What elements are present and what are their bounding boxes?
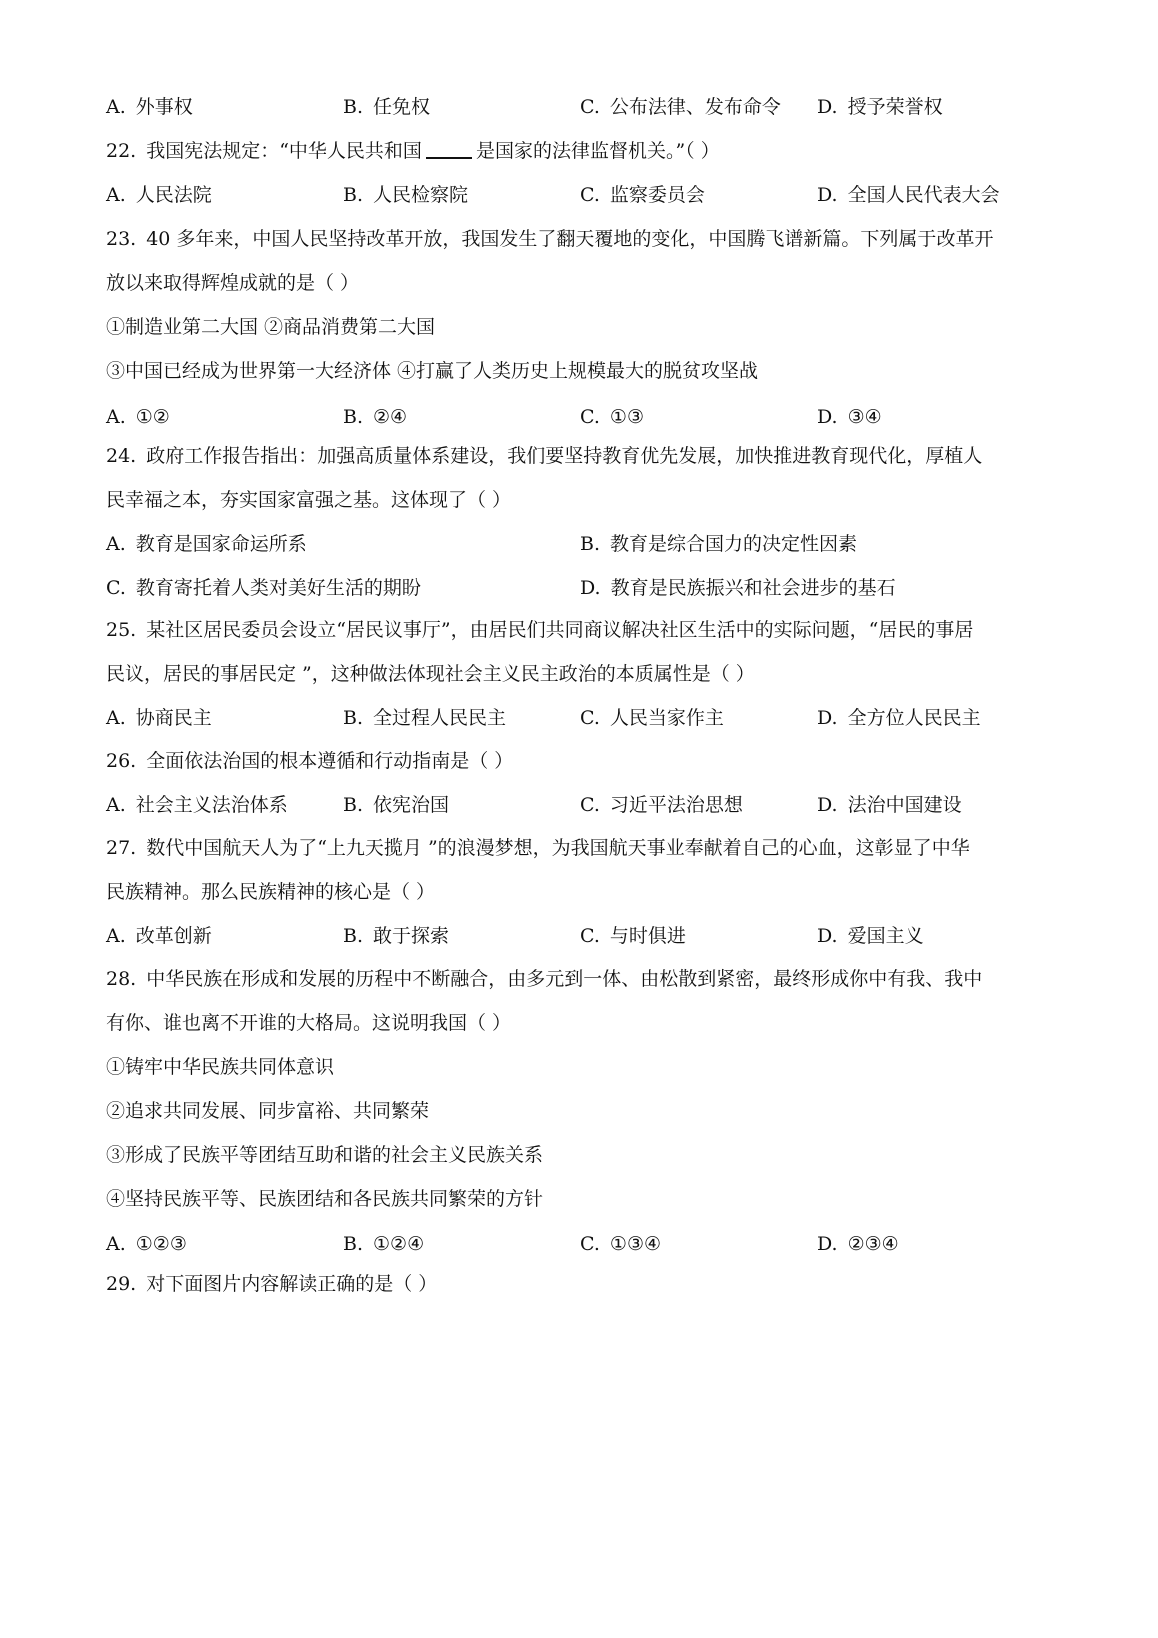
q28-option-c[interactable]: C. ①③④ bbox=[580, 1233, 662, 1255]
q24-option-a[interactable]: A. 教育是国家命运所系 bbox=[106, 533, 307, 555]
q22-options bbox=[106, 180, 1068, 210]
q24-option-d[interactable]: D. 教育是民族振兴和社会进步的基石 bbox=[580, 577, 896, 599]
q21-option-a[interactable]: A. 外事权 bbox=[106, 96, 193, 118]
q22-option-c[interactable]: C. 监察委员会 bbox=[580, 184, 705, 206]
q25-stem-line-1: 25. 某社区居民委员会设立“居民议事厅”，由居民们共同商议解决社区生活中的实际问题，“居民的事居 bbox=[106, 619, 974, 641]
q27-stem-line-2: 民族精神。那么民族精神的核心是（ ） bbox=[106, 881, 436, 903]
q28-option-a[interactable]: A. ①②③ bbox=[106, 1233, 187, 1255]
q26-stem: 26. 全面依法治国的根本遵循和行动指南是（ ） bbox=[106, 750, 514, 772]
q28-stem-line-1: 28. 中华民族在形成和发展的历程中不断融合，由多元到一体、由松散到紧密，最终形成你中有我、我中 bbox=[106, 968, 983, 990]
q28-stem-line-2: 有你、谁也离不开谁的大格局。这说明我国（ ） bbox=[106, 1012, 512, 1034]
q28-statement-4: ④坚持民族平等、民族团结和各民族共同繁荣的方针 bbox=[106, 1188, 544, 1210]
question-number: 24. bbox=[106, 445, 137, 467]
q23-option-c[interactable]: C. ①③ bbox=[580, 406, 644, 428]
q21-options bbox=[106, 92, 1068, 122]
question-number: 26. bbox=[106, 750, 137, 772]
q24-option-c[interactable]: C. 教育寄托着人类对美好生活的期盼 bbox=[106, 577, 421, 599]
fill-blank bbox=[426, 157, 472, 159]
q28-statement-1: ①铸牢中华民族共同体意识 bbox=[106, 1056, 335, 1078]
q26-option-b[interactable]: B. 依宪治国 bbox=[343, 794, 450, 816]
q26-option-d[interactable]: D. 法治中国建设 bbox=[817, 794, 962, 816]
q22-option-d[interactable]: D. 全国人民代表大会 bbox=[817, 184, 1000, 206]
q23-options bbox=[106, 402, 1068, 432]
q27-option-c[interactable]: C. 与时俱进 bbox=[580, 925, 686, 947]
question-number: 25. bbox=[106, 619, 137, 641]
q24-stem-line-1: 24. 政府工作报告指出：加强高质量体系建设，我们要坚持教育优先发展，加快推进教育现代化，厚植人 bbox=[106, 445, 983, 467]
q27-options bbox=[106, 921, 1068, 951]
q22-stem: 22. 我国宪法规定：“中华人民共和国 是国家的法律监督机关。”（ ） bbox=[106, 140, 720, 162]
q27-option-b[interactable]: B. 敢于探索 bbox=[343, 925, 450, 947]
q26-option-c[interactable]: C. 习近平法治思想 bbox=[580, 794, 743, 816]
q21-option-b[interactable]: B. 任免权 bbox=[343, 96, 431, 118]
q25-option-a[interactable]: A. 协商民主 bbox=[106, 707, 212, 729]
q29-stem: 29. 对下面图片内容解读正确的是（ ） bbox=[106, 1273, 438, 1295]
q27-option-d[interactable]: D. 爱国主义 bbox=[817, 925, 924, 947]
q21-option-c[interactable]: C. 公布法律、发布命令 bbox=[580, 96, 781, 118]
q24-options-row-1 bbox=[106, 529, 1068, 559]
q21-option-d[interactable]: D. 授予荣誉权 bbox=[817, 96, 943, 118]
q28-statement-2: ②追求共同发展、同步富裕、共同繁荣 bbox=[106, 1100, 430, 1122]
q28-options bbox=[106, 1229, 1068, 1259]
q23-option-b[interactable]: B. ②④ bbox=[343, 406, 408, 428]
question-number: 29. bbox=[106, 1273, 137, 1295]
q25-option-d[interactable]: D. 全方位人民民主 bbox=[817, 707, 981, 729]
q23-statement-line-2: ③中国已经成为世界第一大经济体 ④打赢了人类历史上规模最大的脱贫攻坚战 bbox=[106, 360, 759, 382]
q26-options bbox=[106, 790, 1068, 820]
q23-option-a[interactable]: A. ①② bbox=[106, 406, 170, 428]
question-number: 22. bbox=[106, 140, 137, 162]
q25-option-c[interactable]: C. 人民当家作主 bbox=[580, 707, 724, 729]
q23-option-d[interactable]: D. ③④ bbox=[817, 406, 882, 428]
q25-options bbox=[106, 703, 1068, 733]
q25-stem-line-2: 民议，居民的事居民定 ”，这种做法体现社会主义民主政治的本质属性是（ ） bbox=[106, 663, 755, 685]
q27-stem-line-1: 27. 数代中国航天人为了“上九天揽月 ”的浪漫梦想，为我国航天事业奉献着自己的心血，这彰显了中华 bbox=[106, 837, 970, 859]
q28-option-b[interactable]: B. ①②④ bbox=[343, 1233, 425, 1255]
q25-option-b[interactable]: B. 全过程人民民主 bbox=[343, 707, 507, 729]
q24-options-row-2 bbox=[106, 573, 1068, 603]
q26-option-a[interactable]: A. 社会主义法治体系 bbox=[106, 794, 288, 816]
q22-option-a[interactable]: A. 人民法院 bbox=[106, 184, 212, 206]
q23-stem-line-1: 23. 40 多年来，中国人民坚持改革开放，我国发生了翻天覆地的变化，中国腾飞谱新篇。下列属于改革开 bbox=[106, 228, 994, 250]
q23-stem-line-2: 放以来取得辉煌成就的是（ ） bbox=[106, 272, 360, 294]
question-number: 27. bbox=[106, 837, 137, 859]
q28-option-d[interactable]: D. ②③④ bbox=[817, 1233, 899, 1255]
q28-statement-3: ③形成了民族平等团结互助和谐的社会主义民族关系 bbox=[106, 1144, 544, 1166]
q22-option-b[interactable]: B. 人民检察院 bbox=[343, 184, 469, 206]
question-number: 28. bbox=[106, 968, 137, 990]
q23-statement-line-1: ①制造业第二大国 ②商品消费第二大国 bbox=[106, 316, 436, 338]
q24-option-b[interactable]: B. 教育是综合国力的决定性因素 bbox=[580, 533, 858, 555]
question-number: 23. bbox=[106, 228, 137, 250]
q24-stem-line-2: 民幸福之本，夯实国家富强之基。这体现了（ ） bbox=[106, 489, 512, 511]
q27-option-a[interactable]: A. 改革创新 bbox=[106, 925, 212, 947]
